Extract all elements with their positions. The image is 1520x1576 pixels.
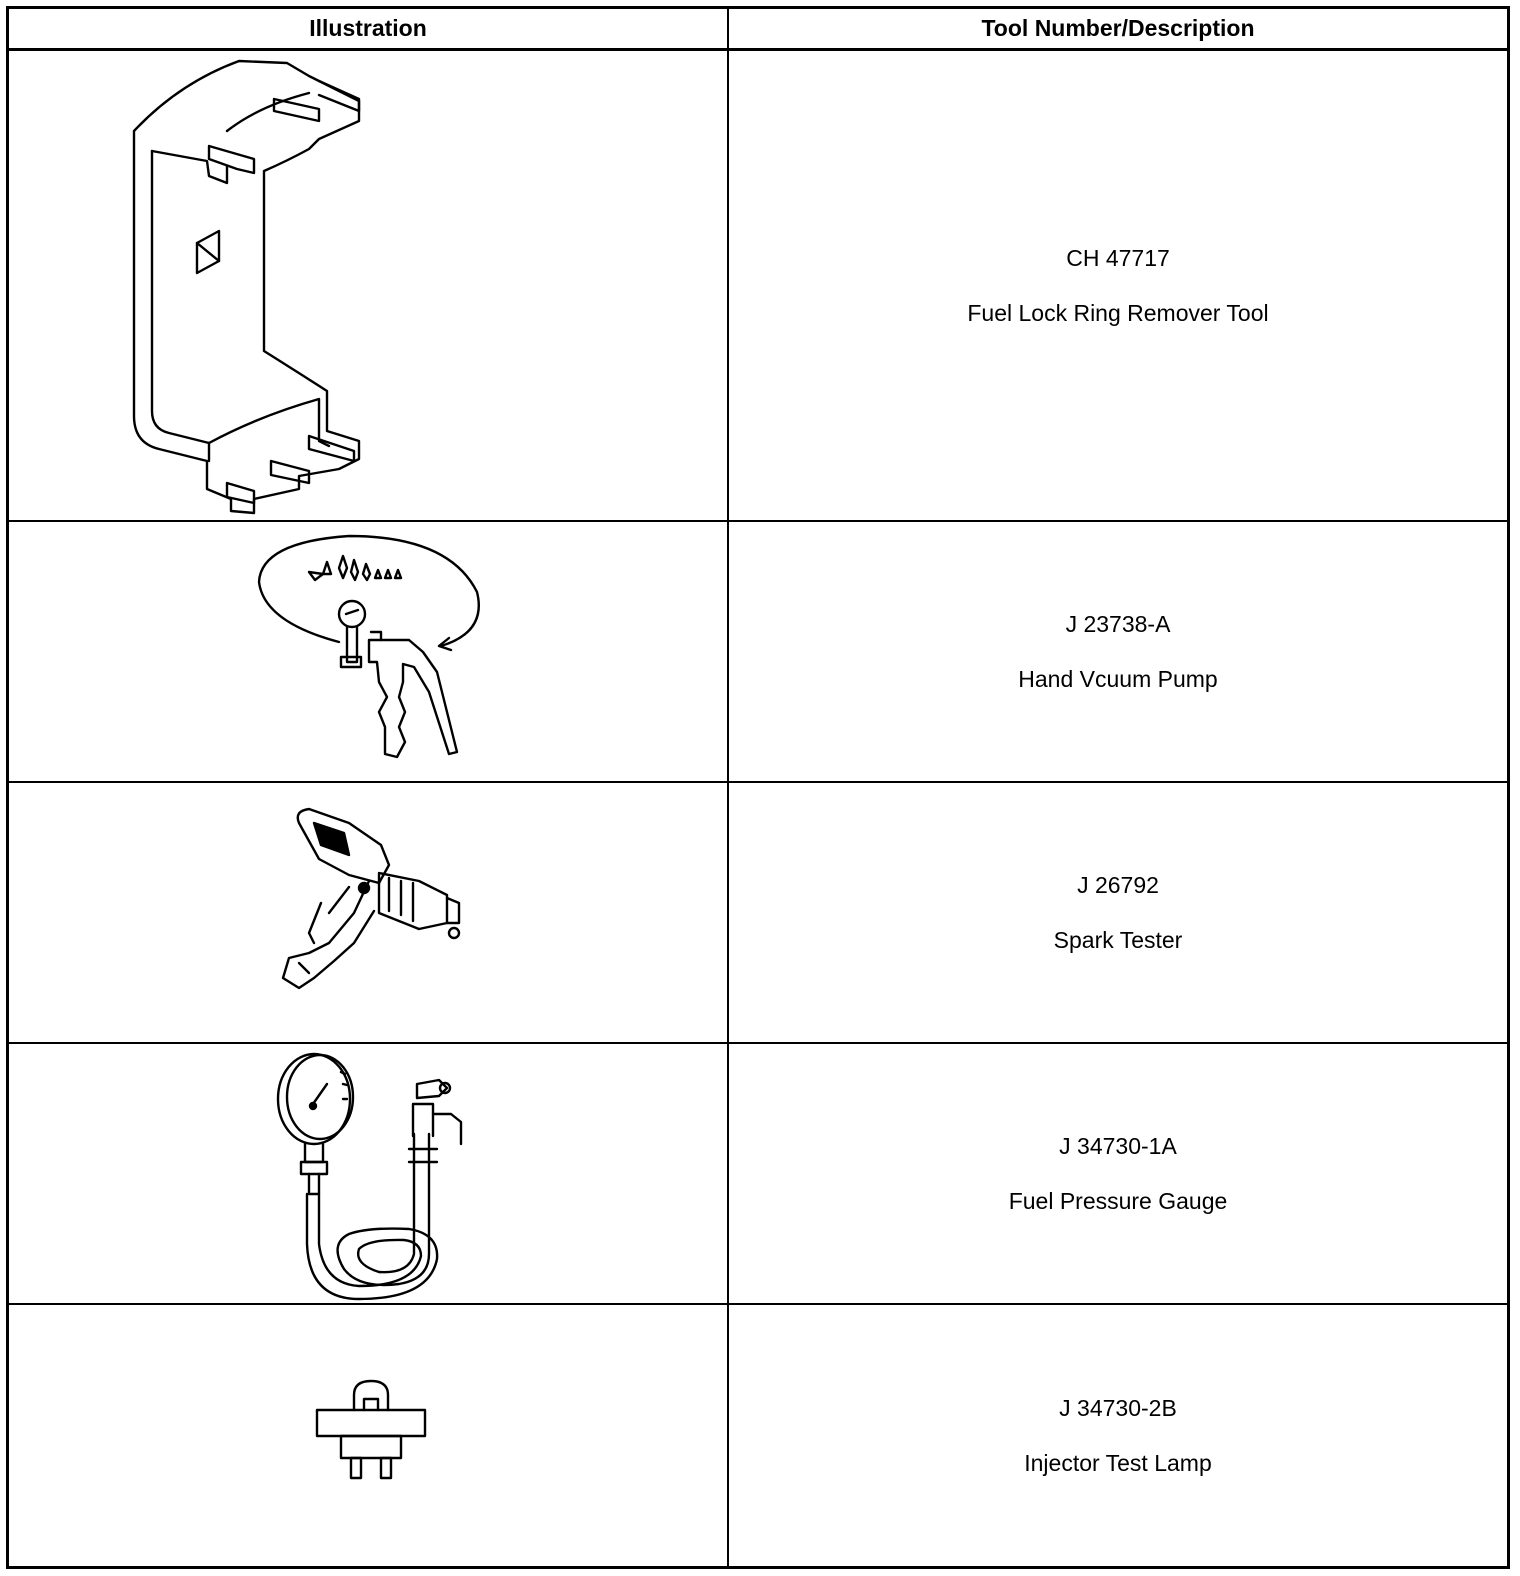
table-row bbox=[9, 51, 1507, 522]
table-row bbox=[9, 1044, 1507, 1305]
table-header bbox=[9, 9, 1507, 51]
spark-tester-icon bbox=[9, 783, 727, 1044]
tool-description: Injector Test Lamp bbox=[1024, 1449, 1212, 1476]
tool-number: J 23738-A bbox=[1065, 610, 1171, 637]
tool-number: J 34730-2B bbox=[1059, 1394, 1177, 1421]
tool-number: J 34730-1A bbox=[1059, 1132, 1177, 1159]
header-illustration: Illustration bbox=[309, 15, 427, 41]
table-row bbox=[9, 1305, 1507, 1566]
illustration-cell bbox=[9, 1305, 727, 1566]
table-row bbox=[9, 522, 1507, 783]
lock-ring-remover-icon bbox=[9, 51, 727, 522]
table-row bbox=[9, 783, 1507, 1044]
tool-description-cell bbox=[729, 1044, 1507, 1303]
tools-table bbox=[6, 6, 1510, 1569]
tool-description-cell bbox=[729, 1305, 1507, 1566]
tool-description: Fuel Pressure Gauge bbox=[1008, 1187, 1228, 1214]
illustration-cell bbox=[9, 1044, 727, 1303]
pressure-gauge-icon bbox=[9, 1044, 727, 1305]
tool-description-cell bbox=[729, 51, 1507, 520]
tool-description: Hand Vcuum Pump bbox=[1018, 665, 1218, 692]
tool-description-cell bbox=[729, 783, 1507, 1042]
illustration-cell bbox=[9, 783, 727, 1042]
vacuum-pump-icon bbox=[9, 522, 727, 783]
tool-description-cell bbox=[729, 522, 1507, 781]
tool-number: CH 47717 bbox=[1066, 244, 1170, 271]
header-tool-number: Tool Number/Description bbox=[981, 15, 1255, 41]
illustration-cell bbox=[9, 51, 727, 520]
test-lamp-icon bbox=[9, 1305, 727, 1566]
tool-number: J 26792 bbox=[1077, 871, 1159, 898]
tool-description: Spark Tester bbox=[1053, 926, 1183, 953]
tool-description: Fuel Lock Ring Remover Tool bbox=[967, 299, 1269, 326]
illustration-cell bbox=[9, 522, 727, 781]
